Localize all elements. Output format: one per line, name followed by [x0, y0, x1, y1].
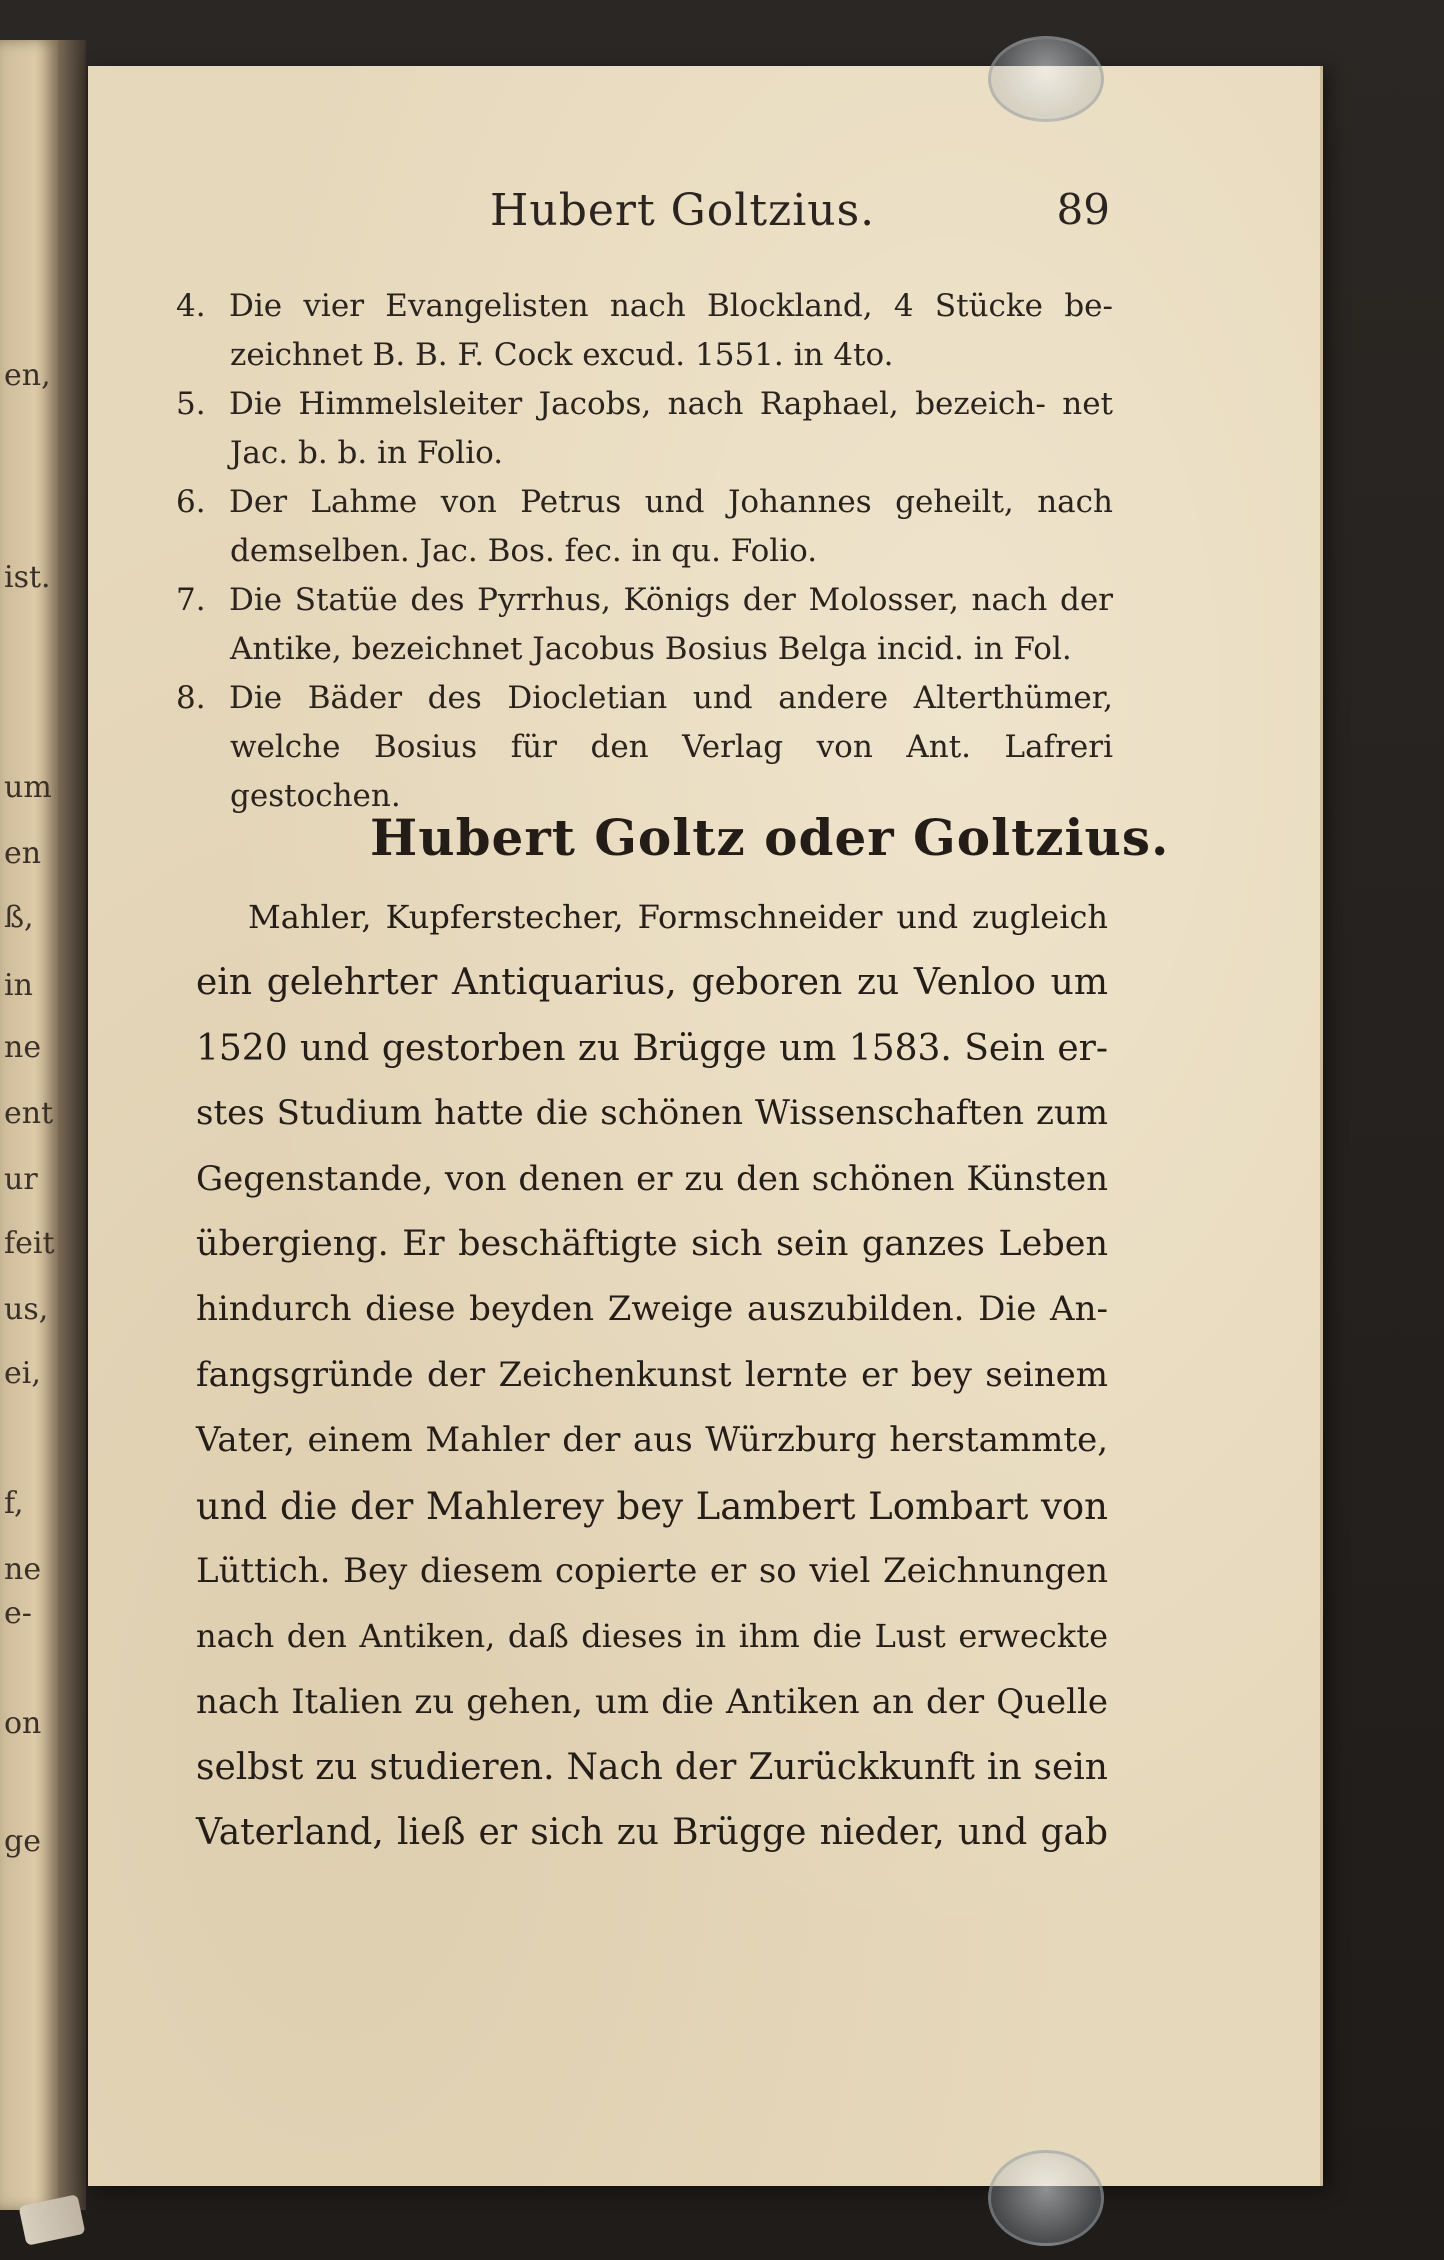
facing-page-fragment: en, — [4, 358, 51, 393]
list-item-number: 4. — [176, 288, 206, 324]
page-clip-bottom — [988, 2150, 1104, 2246]
facing-page-fragment: ne — [4, 1030, 42, 1065]
facing-page-fragment: e- — [4, 1596, 32, 1631]
list-item — [176, 674, 1113, 821]
facing-page-fragment: in — [4, 968, 33, 1003]
page-number: 89 — [1056, 185, 1110, 234]
body-line: Lüttich. Bey diesem copierte er so viel Zeichnungen — [196, 1550, 1108, 1591]
list-item — [176, 380, 1113, 478]
facing-page-fragment: ist. — [4, 560, 51, 595]
list-item-text: Die Himmelsleiter Jacobs, nach Raphael, bezeich- net Jac. b. b. in Folio. — [229, 386, 1113, 471]
body-paragraph — [196, 885, 1108, 1866]
body-line: Vaterland, ließ er sich zu Brügge nieder, und gab — [196, 1812, 1108, 1854]
body-line: hindurch diese beyden Zweige auszubilden. Die An- — [196, 1289, 1108, 1330]
section-heading: Hubert Goltz oder Goltzius. — [370, 808, 1170, 867]
body-line: stes Studium hatte die schönen Wissenschaften zum — [196, 1093, 1108, 1134]
numbered-list — [176, 282, 1113, 821]
body-line: Vater, einem Mahler der aus Würzburg herstammte, — [196, 1420, 1108, 1461]
book-gutter — [58, 40, 86, 2210]
body-line: übergieng. Er beschäftigte sich sein ganzes Leben — [196, 1223, 1108, 1264]
facing-page-fragment: on — [4, 1706, 42, 1741]
facing-page-fragment: ur — [4, 1162, 38, 1197]
facing-page-fragment: feit — [4, 1226, 55, 1261]
body-line: selbst zu studieren. Nach der Zurückkunft in sein — [196, 1747, 1108, 1789]
body-line: nach Italien zu gehen, um die Antiken an der Quelle — [196, 1681, 1108, 1722]
running-title: Hubert Goltzius. — [490, 185, 876, 236]
list-item-number: 5. — [176, 386, 206, 422]
list-item-number: 7. — [176, 582, 206, 618]
list-item-text: Der Lahme von Petrus und Johannes geheilt, nach demselben. Jac. Bos. fec. in qu. Folio. — [229, 484, 1113, 569]
facing-page-fragment: ent — [4, 1096, 54, 1131]
list-item — [176, 576, 1113, 674]
facing-page-fragment: um — [4, 770, 52, 805]
body-line: fangsgründe der Zeichenkunst lernte er bey seinem — [196, 1354, 1108, 1395]
facing-page-fragment: ei, — [4, 1356, 41, 1391]
facing-page-edge — [0, 40, 58, 2210]
list-item-text: Die vier Evangelisten nach Blockland, 4 Stücke be- zeichnet B. B. F. Cock excud. 1551. in 4to. — [229, 288, 1113, 373]
page-header — [490, 185, 1110, 255]
body-line: und die der Mahlerey bey Lambert Lombart von — [196, 1484, 1108, 1528]
facing-page-fragment: ß, — [4, 900, 34, 935]
list-item-text: Die Statüe des Pyrrhus, Königs der Molosser, nach der Antike, bezeichnet Jacobus Bosius Belga incid. in Fol. — [229, 582, 1113, 667]
list-item-text: Die Bäder des Diocletian und andere Alterthümer, welche Bosius für den Verlag von Ant. Lafreri gestochen. — [229, 680, 1113, 814]
page-clip-top — [988, 36, 1104, 122]
facing-page-fragment: ge — [4, 1824, 41, 1859]
body-line: Gegenstande, von denen er zu den schönen Künsten — [196, 1158, 1108, 1199]
body-line: ein gelehrter Antiquarius, geboren zu Venloo um — [196, 962, 1108, 1004]
body-line: 1520 und gestorben zu Brügge um 1583. Sein er- — [196, 1027, 1108, 1069]
facing-page-fragment: ne — [4, 1552, 42, 1587]
list-item — [176, 478, 1113, 576]
facing-page-fragment: en — [4, 836, 42, 871]
list-item-number: 6. — [176, 484, 206, 520]
list-item-number: 8. — [176, 680, 206, 716]
body-line: Mahler, Kupferstecher, Formschneider und zugleich — [248, 898, 1108, 936]
facing-page-fragment: us, — [4, 1292, 49, 1327]
body-line: nach den Antiken, daß dieses in ihm die Lust erweckte — [196, 1617, 1108, 1656]
list-item — [176, 282, 1113, 380]
facing-page-fragment: f, — [4, 1486, 24, 1521]
